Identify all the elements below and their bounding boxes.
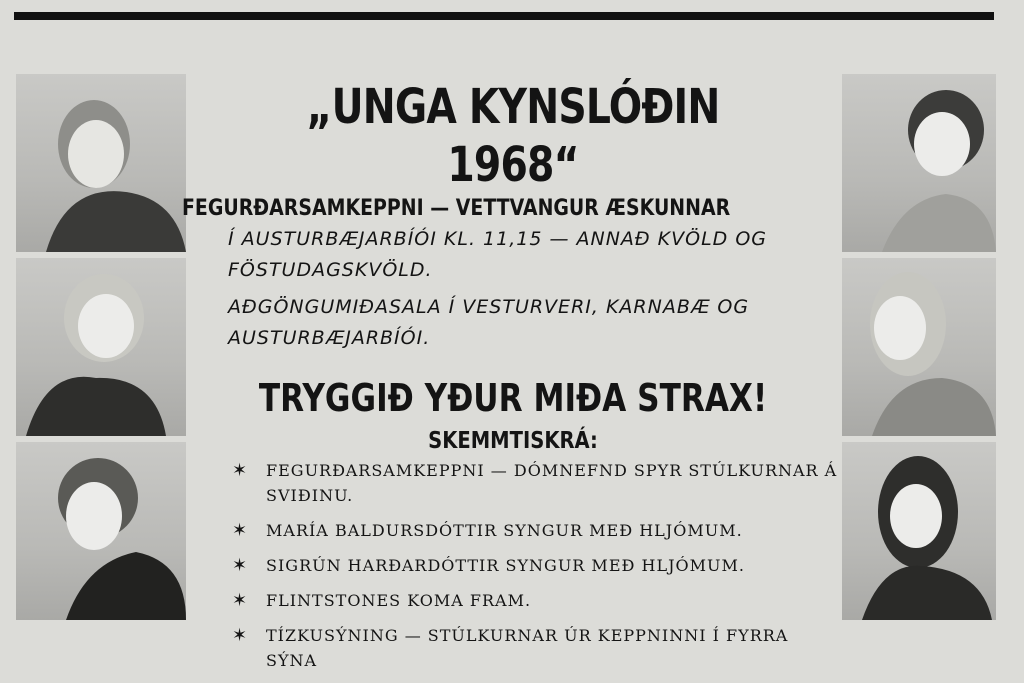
contestant-photo (842, 258, 996, 436)
contestant-photo (16, 258, 186, 436)
left-photo-column (16, 74, 186, 626)
subtitle: FEGURÐARSAMKEPPNI — VETTVANGUR ÆSKUNNAR (182, 196, 731, 221)
star-bullet-icon: ✶ (232, 520, 249, 541)
star-bullet-icon: ✶ (232, 625, 249, 646)
contestant-photo (16, 74, 186, 252)
program-title: SKEMMTISKRÁ: (428, 428, 598, 454)
ticket-sales: AÐGÖNGUMIÐASALA Í VESTURVERI, KARNABÆ OG AUSTURBÆJARBÍÓI. (228, 296, 750, 349)
star-bullet-icon: ✶ (232, 555, 249, 576)
advertisement-body (182, 78, 838, 683)
contestant-photo (842, 74, 996, 252)
list-item: ✶ TÍZKUSÝNING — STÚLKURNAR ÚR KEPPNINNI Í FYRRA SÝNA (232, 625, 789, 670)
event-time-venue: Í AUSTURBÆJARBÍÓI KL. 11,15 — ANNAÐ KVÖLD OG FÖSTUDAGSKVÖLD. (228, 228, 768, 281)
contestant-photo (16, 442, 186, 620)
star-bullet-icon: ✶ (232, 590, 249, 611)
call-to-action: TRYGGIÐ YÐUR MIÐA STRAX! (258, 376, 768, 420)
event-info (228, 224, 838, 354)
list-item: ✶ FLINTSTONES KOMA FRAM. (232, 590, 532, 611)
headline: „UNGA KYNSLÓÐIN 1968“ (306, 79, 720, 193)
top-rule (14, 12, 994, 20)
list-item: ✶ SIGRÚN HARÐARDÓTTIR SYNGUR MEÐ HLJÓMUM. (232, 555, 745, 576)
contestant-photo (842, 442, 996, 620)
list-item: ✶ MARÍA BALDURSDÓTTIR SYNGUR MEÐ HLJÓMUM. (232, 520, 743, 541)
right-photo-column (842, 74, 996, 626)
list-item: ✶ FEGURÐARSAMKEPPNI — DÓMNEFND SPYR STÚLKURNAR Á SVIÐINU. (232, 460, 838, 505)
program-list (232, 458, 838, 673)
star-bullet-icon: ✶ (232, 460, 249, 481)
